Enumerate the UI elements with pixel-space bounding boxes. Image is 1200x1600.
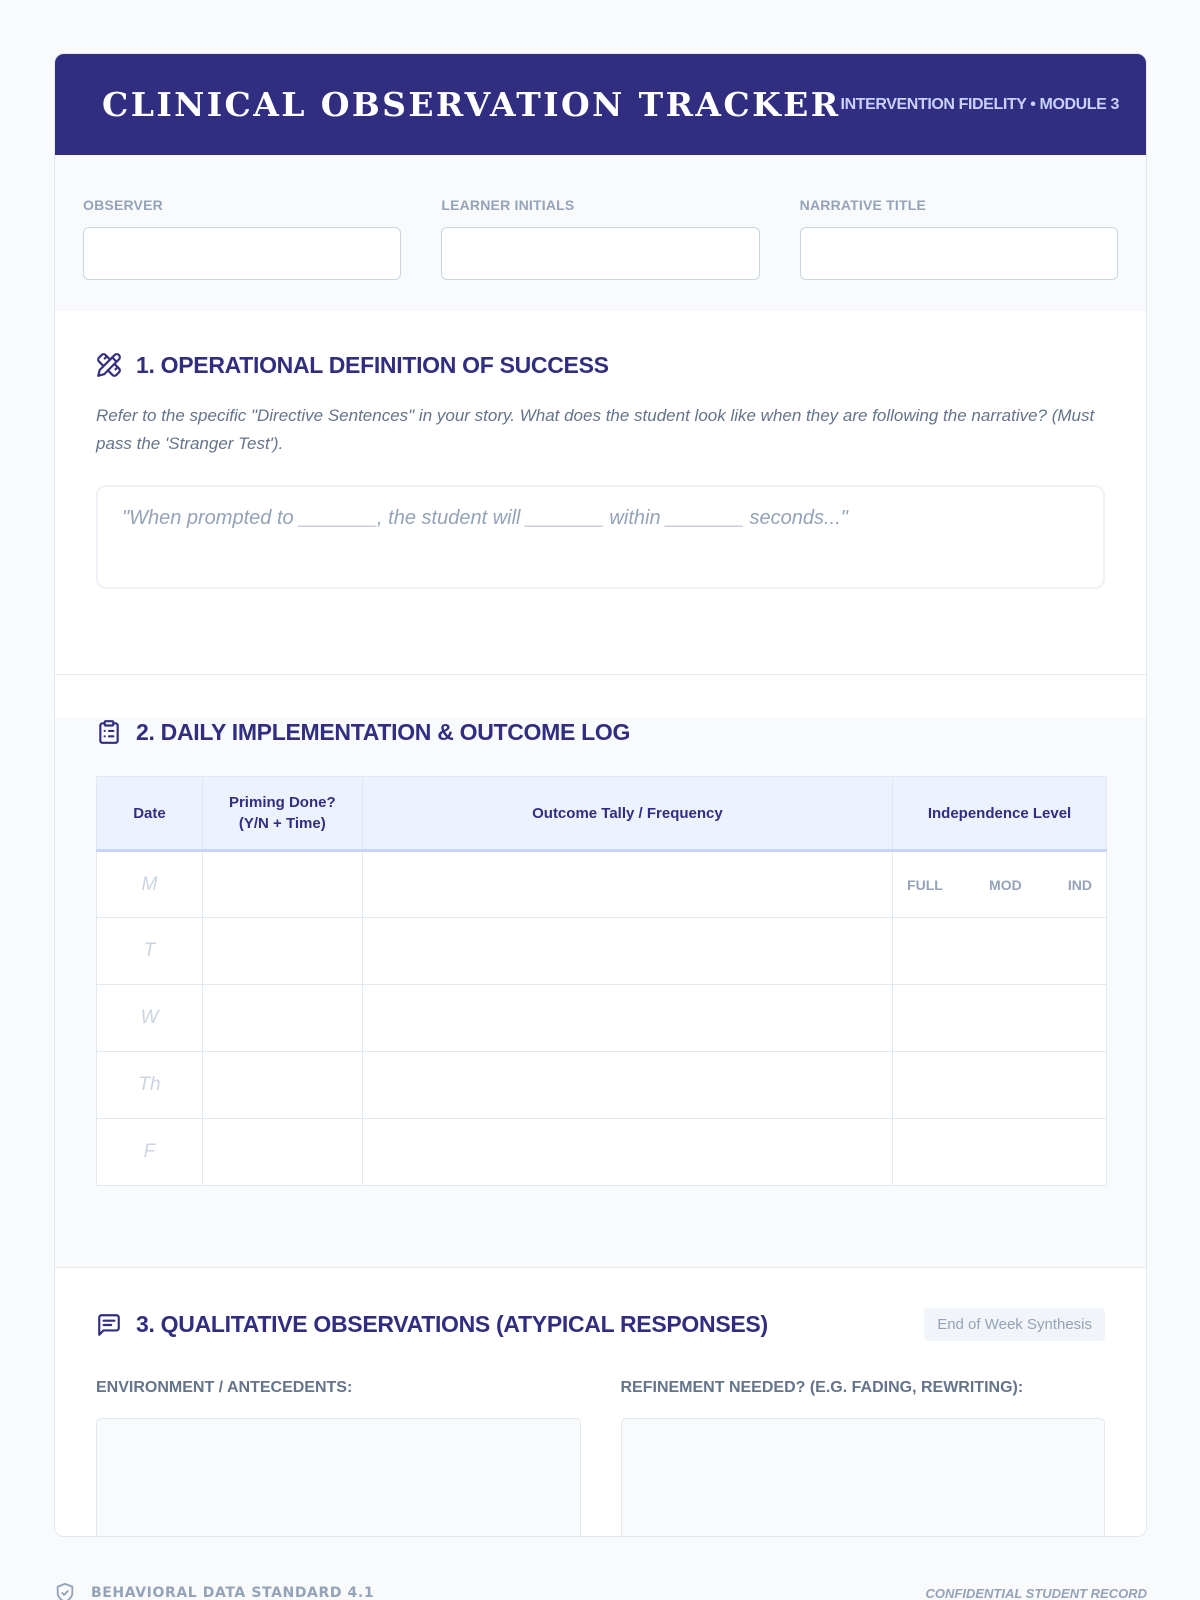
header-banner <box>55 54 1146 155</box>
independence-scale <box>893 877 1106 893</box>
environment-column <box>96 1379 581 1537</box>
outcome-cell[interactable] <box>362 1052 892 1119</box>
independence-cell[interactable] <box>893 851 1107 918</box>
observation-columns <box>96 1379 1105 1537</box>
table-header-row <box>97 777 1107 851</box>
environment-label: ENVIRONMENT / ANTECEDENTS: <box>96 1379 353 1396</box>
meta-fields <box>55 155 1146 310</box>
outcome-cell[interactable] <box>362 918 892 985</box>
independence-cell[interactable] <box>893 1052 1107 1119</box>
priming-cell[interactable] <box>202 851 362 918</box>
refinement-column <box>621 1379 1106 1537</box>
table-row <box>97 1119 1107 1186</box>
table-row <box>97 918 1107 985</box>
priming-cell[interactable] <box>202 918 362 985</box>
synthesis-badge: End of Week Synthesis <box>924 1308 1105 1341</box>
table-row <box>97 851 1107 918</box>
independence-cell[interactable] <box>893 1119 1107 1186</box>
day-cell: Th <box>97 1052 203 1119</box>
daily-log-section <box>55 717 1146 1268</box>
date-column-header: Date <box>97 777 203 851</box>
scale-full-label[interactable]: FULL <box>907 876 943 893</box>
priming-header-line-2: (Y/N + Time) <box>238 815 326 832</box>
narrative-title-field-group <box>800 155 1118 309</box>
table-row <box>97 1052 1107 1119</box>
independence-cell[interactable] <box>893 985 1107 1052</box>
narrative-title-input[interactable] <box>800 227 1118 280</box>
message-icon <box>96 1312 122 1338</box>
page-footer <box>54 1582 1147 1600</box>
environment-textarea[interactable] <box>96 1418 581 1537</box>
day-cell: M <box>97 851 203 918</box>
section-1-heading <box>96 350 1105 380</box>
section-1-title: 1. OPERATIONAL DEFINITION OF SUCCESS <box>136 351 609 378</box>
section-3-title-group <box>96 1310 768 1340</box>
observer-field-group <box>83 155 401 309</box>
success-definition-placeholder: "When prompted to _______, the student will _______ within _______ seconds..." <box>122 507 848 529</box>
priming-cell[interactable] <box>202 1119 362 1186</box>
scale-ind-label[interactable]: IND <box>1067 876 1092 893</box>
section-3-heading <box>96 1308 1105 1341</box>
learner-initials-label: LEARNER INITIALS <box>441 197 575 213</box>
module-label: INTERVENTION FIDELITY • MODULE 3 <box>840 95 1119 113</box>
priming-cell[interactable] <box>202 1052 362 1119</box>
day-cell: T <box>97 918 203 985</box>
confidential-label: CONFIDENTIAL STUDENT RECORD <box>925 1585 1147 1600</box>
scale-mod-label[interactable]: MOD <box>989 876 1022 893</box>
table-row <box>97 985 1107 1052</box>
section-3-title: 3. QUALITATIVE OBSERVATIONS (ATYPICAL RESPONSES) <box>136 1311 768 1337</box>
success-definition-input[interactable] <box>96 485 1105 589</box>
learner-initials-field-group <box>441 155 759 309</box>
refinement-label: REFINEMENT NEEDED? (E.G. FADING, REWRITING): <box>620 1379 1024 1396</box>
independence-cell[interactable] <box>893 918 1107 985</box>
outcome-cell[interactable] <box>362 1119 892 1186</box>
qualitative-observations-section <box>55 1308 1146 1537</box>
shield-check-icon <box>54 1582 76 1600</box>
priming-header-line-1: Priming Done? <box>228 794 336 811</box>
outcome-cell[interactable] <box>362 985 892 1052</box>
tracker-card <box>54 53 1147 1537</box>
priming-cell[interactable] <box>202 985 362 1052</box>
narrative-title-label: NARRATIVE TITLE <box>799 197 927 213</box>
section-2-heading <box>96 717 1105 747</box>
observer-label: OBSERVER <box>83 197 163 213</box>
outcome-cell[interactable] <box>362 851 892 918</box>
refinement-textarea[interactable] <box>621 1418 1106 1537</box>
priming-column-header <box>202 777 362 851</box>
section-1-description: Refer to the specific "Directive Sentences" in your story. What does the student look like when they are following the narrative? (Must pass the 'Stranger Test'). <box>96 406 1095 453</box>
pencil-ruler-icon <box>96 352 122 378</box>
day-cell: W <box>97 985 203 1052</box>
clipboard-icon <box>96 719 122 745</box>
independence-column-header: Independence Level <box>893 777 1107 851</box>
learner-initials-input[interactable] <box>441 227 759 280</box>
daily-log-table <box>96 776 1107 1186</box>
operational-definition-section <box>55 350 1146 675</box>
outcome-column-header: Outcome Tally / Frequency <box>362 777 892 851</box>
data-standard-label: BEHAVIORAL DATA STANDARD 4.1 <box>91 1585 375 1600</box>
day-cell: F <box>97 1119 203 1186</box>
observer-input[interactable] <box>83 227 401 280</box>
page-title: CLINICAL OBSERVATION TRACKER <box>102 85 841 124</box>
section-2-title: 2. DAILY IMPLEMENTATION & OUTCOME LOG <box>136 718 631 745</box>
